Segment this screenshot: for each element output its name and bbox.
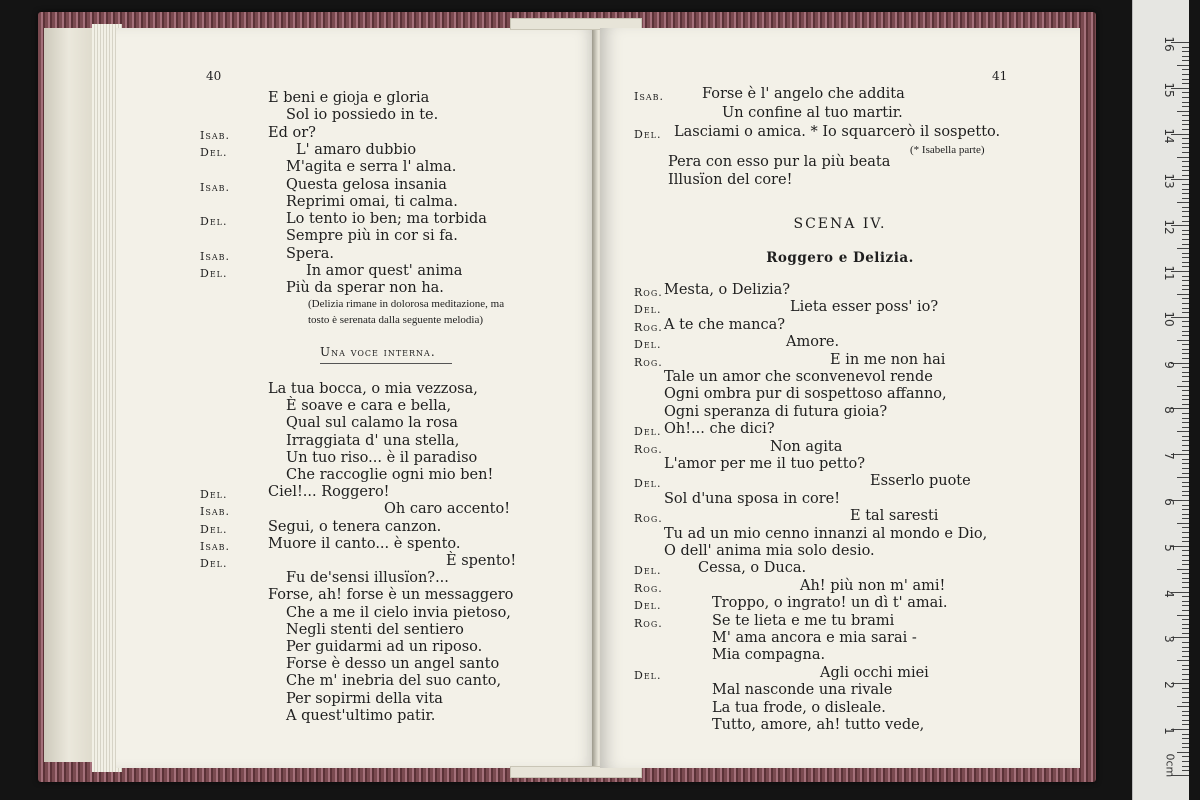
- ruler-tick: [1182, 573, 1189, 574]
- ruler-tick: [1182, 418, 1189, 419]
- ruler-tick: [1182, 505, 1189, 506]
- verse-line: L'amor per me il tuo petto?: [664, 456, 866, 472]
- ruler-number: 6: [1162, 498, 1176, 506]
- ruler-tick: [1182, 166, 1189, 167]
- ruler-tick: [1182, 582, 1189, 583]
- ruler-tick: [1182, 450, 1189, 451]
- verse-line: A te che manca?: [664, 316, 786, 333]
- ruler-tick: [1182, 285, 1189, 286]
- ruler-tick: [1182, 390, 1189, 391]
- ruler-tick: [1182, 321, 1189, 322]
- verse-line: È spento!: [446, 553, 517, 569]
- ruler-tick: [1182, 92, 1189, 93]
- speaker-label: Del.: [200, 145, 228, 159]
- verse-line: Sol io possiedo in te.: [286, 107, 439, 124]
- ruler-tick: [1182, 651, 1189, 652]
- speaker-label: Isab.: [200, 539, 230, 553]
- ruler-tick: [1182, 124, 1189, 125]
- verse-line: Forse, ah! forse è un messaggero: [268, 587, 514, 604]
- ruler-unit: 0cm: [1163, 753, 1177, 778]
- ruler-tick: [1177, 248, 1189, 249]
- ruler-tick: [1182, 711, 1189, 712]
- speaker-label: Del.: [200, 488, 228, 502]
- ruler-tick: [1182, 276, 1189, 277]
- ruler-tick: [1182, 83, 1189, 84]
- ruler-tick: [1182, 184, 1189, 185]
- ruler-tick: [1182, 642, 1189, 643]
- verse-line: Forse è l' angelo che addita: [702, 86, 905, 102]
- ruler-tick: [1182, 230, 1189, 231]
- ruler-tick: [1182, 326, 1189, 327]
- verse-line: Mia compagna.: [712, 647, 826, 664]
- ruler-tick: [1182, 404, 1189, 405]
- verse-line: Troppo, o ingrato! un dì t' amai.: [712, 595, 948, 612]
- ruler-tick: [1182, 120, 1189, 121]
- speaker-label: Rog.: [634, 616, 663, 630]
- ruler-tick: [1182, 518, 1189, 519]
- ruler-tick: [1182, 665, 1189, 666]
- verse-line: Reprimi omai, ti calma.: [286, 193, 458, 210]
- verse-line: Amore.: [786, 334, 840, 351]
- ruler-tick: [1182, 262, 1189, 263]
- ruler-number: 7: [1162, 452, 1176, 460]
- ruler-tick: [1182, 482, 1189, 483]
- ruler-tick: [1182, 692, 1189, 693]
- stage-direction-line: tosto è serenata dalla seguente melodia): [308, 314, 484, 326]
- speaker-label: Isab.: [634, 90, 664, 103]
- ruler-tick: [1182, 560, 1189, 561]
- verse-line: Sempre più in cor si fa.: [286, 228, 458, 245]
- ruler-tick: [1182, 674, 1189, 675]
- ruler-tick: [1182, 257, 1189, 258]
- ruler-number: 12: [1162, 219, 1176, 235]
- ruler-tick: [1182, 514, 1189, 515]
- ruler-tick: [1182, 253, 1189, 254]
- verse-line: Oh!... che dici?: [664, 421, 775, 438]
- ruler-tick: [1182, 743, 1189, 744]
- ruler-tick: [1182, 761, 1189, 762]
- speaker-label: Del.: [200, 522, 228, 536]
- ruler-tick: [1182, 234, 1189, 235]
- verse-line: La tua frode, o disleale.: [712, 699, 886, 716]
- speaker-label: Del.: [634, 128, 662, 141]
- verse-line: Per sopirmi della vita: [286, 690, 443, 707]
- ruler-tick: [1182, 280, 1189, 281]
- page-number-left: 40: [206, 69, 222, 83]
- ruler-tick: [1182, 239, 1189, 240]
- ruler-number: 13: [1162, 173, 1176, 190]
- ruler-tick: [1182, 308, 1189, 309]
- verse-line: Questa gelosa insania: [286, 176, 447, 193]
- ruler-tick: [1182, 697, 1189, 698]
- ruler-tick: [1177, 523, 1189, 524]
- verse-line: A quest'ultimo patir.: [286, 707, 436, 724]
- speaker-label: Del.: [634, 668, 662, 682]
- ruler-tick: [1182, 527, 1189, 528]
- verse-line: Oh caro accento!: [384, 501, 511, 518]
- verse-line: Forse è desso un angel santo: [286, 656, 500, 673]
- ruler-tick: [1182, 605, 1189, 606]
- speaker-label: Rog.: [634, 320, 663, 334]
- ruler-tick: [1177, 202, 1189, 203]
- speaker-label: Del.: [200, 215, 228, 229]
- ruler-tick: [1177, 157, 1189, 158]
- speaker-label: Del.: [200, 557, 228, 570]
- ruler-number: 11: [1162, 265, 1176, 281]
- verse-line: In amor quest' anima: [306, 263, 463, 279]
- verse-line: Muore il canto... è spento.: [268, 535, 461, 552]
- ruler-number: 9: [1162, 360, 1176, 369]
- ruler-tick: [1182, 335, 1189, 336]
- ruler-tick: [1182, 445, 1189, 446]
- verse-line: Fu de'sensi illusïon?...: [286, 570, 449, 587]
- ruler-tick: [1182, 289, 1189, 290]
- verse-line: Più da sperar non ha.: [286, 280, 444, 297]
- ruler-tick: [1182, 601, 1189, 602]
- ruler-tick: [1182, 702, 1189, 703]
- ruler-tick: [1182, 152, 1189, 153]
- ruler-tick: [1182, 143, 1189, 144]
- verse-line: Tu ad un mio cenno innanzi al mondo e Dio,: [664, 525, 988, 542]
- voce-title-underline: [320, 363, 452, 364]
- ruler-tick: [1177, 706, 1189, 707]
- ruler-tick: [1182, 468, 1189, 469]
- verse-line: E in me non hai: [830, 351, 946, 368]
- ruler-tick: [1182, 766, 1189, 767]
- speaker-label: Del.: [634, 425, 662, 439]
- ruler-tick: [1177, 752, 1189, 753]
- ruler-tick: [1182, 129, 1189, 130]
- verse-line: Che m' inebria del suo canto,: [286, 673, 502, 690]
- ruler-tick: [1182, 491, 1189, 492]
- ruler-tick: [1177, 615, 1189, 616]
- ruler-tick: [1182, 720, 1189, 721]
- ruler-tick: [1182, 244, 1189, 245]
- ruler-number: 4: [1162, 589, 1176, 598]
- speaker-label: Rog.: [634, 355, 663, 369]
- ruler-tick: [1182, 578, 1189, 579]
- verse-line: Un confine al tuo martir.: [722, 105, 903, 121]
- verse-line: Tale un amor che sconvenevol rende: [664, 369, 933, 385]
- verse-line: Per guidarmi ad un riposo.: [286, 639, 483, 655]
- verse-line: Ciel!... Roggero!: [268, 484, 390, 501]
- speaker-label: Rog.: [634, 512, 663, 526]
- ruler-tick: [1182, 395, 1189, 396]
- verse-line: E beni e gioja e gloria: [268, 90, 430, 106]
- verse-line: Mal nasconde una rivale: [712, 682, 893, 699]
- ruler-tick: [1182, 221, 1189, 222]
- ruler-tick: [1182, 193, 1189, 194]
- ruler-tick: [1182, 189, 1189, 190]
- ruler-tick: [1182, 656, 1189, 657]
- speaker-label: Del.: [634, 303, 662, 317]
- ruler-tick: [1182, 724, 1189, 725]
- ruler-tick: [1182, 358, 1189, 359]
- verse-line: Cessa, o Duca.: [698, 560, 807, 577]
- verse-line: Che raccoglie ogni mio ben!: [286, 467, 494, 483]
- ruler-tick: [1182, 738, 1189, 739]
- stage-note: (* Isabella parte): [910, 144, 985, 156]
- ruler-number: 16: [1162, 36, 1176, 52]
- speaker-label: Isab.: [200, 128, 230, 142]
- ruler-tick: [1177, 386, 1189, 387]
- verse-line: Se te lieta e me tu brami: [712, 612, 895, 629]
- ruler-tick: [1182, 381, 1189, 382]
- ruler-tick: [1182, 715, 1189, 716]
- ruler-tick: [1182, 147, 1189, 148]
- verse-line: Lo tento io ben; ma torbida: [286, 211, 487, 228]
- ruler-tick: [1182, 532, 1189, 533]
- speaker-label: Isab.: [200, 505, 230, 519]
- ruler-tick: [1182, 74, 1189, 75]
- ruler-tick: [1182, 770, 1189, 771]
- ruler-tick: [1182, 734, 1189, 735]
- speaker-label: Isab.: [200, 180, 230, 194]
- ruler-tick: [1182, 298, 1189, 299]
- ruler-tick: [1182, 331, 1189, 332]
- ruler-tick: [1182, 198, 1189, 199]
- ruler-tick: [1182, 106, 1189, 107]
- ruler-tick: [1182, 747, 1189, 748]
- ruler-tick: [1182, 587, 1189, 588]
- ruler-tick: [1182, 170, 1189, 171]
- ruler-tick: [1182, 564, 1189, 565]
- verse-line: Illusïon del core!: [668, 172, 793, 188]
- speaker-label: Rog.: [634, 286, 663, 299]
- ruler-tick: [1182, 303, 1189, 304]
- ruler-tick: [1182, 60, 1189, 61]
- ruler-tick: [1182, 69, 1189, 70]
- speaker-label: Del.: [634, 477, 662, 491]
- verse-line: Pera con esso pur la più beata: [668, 154, 891, 170]
- ruler-tick: [1182, 550, 1189, 551]
- verse-line: Che a me il cielo invia pietoso,: [286, 604, 511, 621]
- ruler-tick: [1182, 624, 1189, 625]
- ruler-number: 1: [1162, 727, 1176, 735]
- ruler-tick: [1182, 495, 1189, 496]
- speaker-label: Del.: [634, 338, 662, 352]
- ruler-tick: [1182, 459, 1189, 460]
- stage-direction-line: (Delizia rimane in dolorosa meditazione, ma: [308, 298, 505, 310]
- ruler-tick: [1177, 660, 1189, 661]
- ruler-number: 8: [1162, 406, 1176, 415]
- ruler-tick: [1182, 161, 1189, 162]
- ruler-tick: [1182, 79, 1189, 80]
- verse-line: M'agita e serra l' alma.: [286, 159, 457, 176]
- speaker-label: Del.: [634, 599, 662, 613]
- ruler-tick: [1182, 344, 1189, 345]
- verse-line: Negli stenti del sentiero: [286, 621, 464, 638]
- verse-line: Spera.: [286, 245, 334, 262]
- verse-line: O dell' anima mia solo desio.: [664, 543, 875, 559]
- verse-line: Un tuo riso... è il paradiso: [286, 449, 478, 466]
- verse-line: Sol d'una sposa in core!: [664, 490, 841, 507]
- verse-line: Ed or?: [268, 124, 316, 141]
- ruler-tick: [1182, 509, 1189, 510]
- ruler-tick: [1177, 569, 1189, 570]
- ruler-tick: [1182, 486, 1189, 487]
- verse-line: M' ama ancora e mia sarai -: [712, 630, 917, 646]
- ruler-tick: [1182, 463, 1189, 464]
- ruler-tick: [1182, 349, 1189, 350]
- ruler-tick: [1182, 367, 1189, 368]
- verse-line: Ah! più non m' ami!: [800, 577, 946, 594]
- ruler-tick: [1182, 266, 1189, 267]
- verse-line: Qual sul calamo la rosa: [286, 415, 458, 432]
- ruler-number: 15: [1162, 82, 1176, 98]
- ruler-tick: [1182, 440, 1189, 441]
- ruler-tick: [1182, 376, 1189, 377]
- voce-interna-title: Una voce interna.: [320, 345, 436, 359]
- verse-line: Segui, o tenera canzon.: [268, 518, 442, 535]
- scene-title: SCENA IV.: [793, 216, 887, 232]
- verse-line: Mesta, o Delizia?: [664, 282, 791, 298]
- ruler-tick: [1182, 619, 1189, 620]
- speaker-label: Rog.: [634, 581, 663, 595]
- ruler-tick: [1182, 97, 1189, 98]
- verse-line: E tal saresti: [850, 508, 939, 525]
- verse-line: Lasciami o amica. * Io squarcerò il sospetto.: [674, 124, 1001, 140]
- ruler-tick: [1182, 596, 1189, 597]
- ruler-tick: [1182, 422, 1189, 423]
- ruler-tick: [1182, 175, 1189, 176]
- ruler-number: 3: [1162, 635, 1176, 644]
- page-number-right: 41: [992, 69, 1008, 83]
- ruler-tick: [1182, 102, 1189, 103]
- ruler-tick: [1182, 647, 1189, 648]
- ruler-tick: [1182, 312, 1189, 313]
- ruler-tick: [1177, 477, 1189, 478]
- verse-line: Agli occhi miei: [820, 664, 929, 681]
- characters-title: Roggero e Delizia.: [766, 250, 914, 266]
- ruler-tick: [1182, 473, 1189, 474]
- ruler-tick: [1182, 628, 1189, 629]
- verse-line: Lieta esser poss' io?: [790, 299, 939, 316]
- ruler-tick: [1182, 688, 1189, 689]
- ruler-number: 5: [1162, 543, 1176, 552]
- ruler-tick: [1182, 207, 1189, 208]
- ruler-tick: [1182, 679, 1189, 680]
- ruler-tick: [1182, 610, 1189, 611]
- ruler-tick: [1182, 211, 1189, 212]
- ruler-tick: [1182, 115, 1189, 116]
- ruler-tick: [1182, 413, 1189, 414]
- ruler-tick: [1182, 669, 1189, 670]
- verse-line: Tutto, amore, ah! tutto vede,: [712, 717, 925, 733]
- ruler-tick: [1182, 436, 1189, 437]
- verse-line: La tua bocca, o mia vezzosa,: [268, 381, 478, 397]
- right-page: [600, 28, 1080, 768]
- speaker-label: Rog.: [634, 442, 663, 456]
- verse-line: È soave e cara e bella,: [286, 398, 452, 415]
- ruler-tick: [1182, 372, 1189, 373]
- ruler-tick: [1182, 353, 1189, 354]
- verse-line: Esserlo puote: [870, 473, 971, 490]
- verse-line: Ogni speranza di futura gioia?: [664, 403, 888, 420]
- ruler-tick: [1182, 541, 1189, 542]
- ruler-tick: [1177, 340, 1189, 341]
- ruler-tick: [1182, 427, 1189, 428]
- speaker-label: Del.: [634, 564, 662, 578]
- verse-line: Ogni ombra pur di sospettoso affanno,: [664, 386, 947, 403]
- ruler-tick: [1177, 111, 1189, 112]
- ruler-tick: [1182, 138, 1189, 139]
- ruler-number: 10: [1162, 311, 1176, 327]
- ruler-number: 2: [1162, 681, 1176, 689]
- ruler-tick: [1177, 65, 1189, 66]
- ruler-tick: [1177, 431, 1189, 432]
- verse-line: Non agita: [770, 438, 843, 455]
- ruler-tick: [1182, 756, 1189, 757]
- ruler-tick: [1182, 47, 1189, 48]
- ruler-tick: [1182, 399, 1189, 400]
- speaker-label: Isab.: [200, 249, 230, 263]
- ruler-tick: [1182, 216, 1189, 217]
- ruler-tick: [1177, 294, 1189, 295]
- left-page: [116, 28, 598, 768]
- ruler-number: 14: [1162, 127, 1176, 144]
- speaker-label: Del.: [200, 267, 228, 280]
- ruler-tick: [1182, 555, 1189, 556]
- ruler-tick: [1182, 633, 1189, 634]
- ruler-tick: [1182, 51, 1189, 52]
- verse-line: L' amaro dubbio: [296, 141, 417, 158]
- ruler-tick: [1182, 56, 1189, 57]
- verse-line: Irraggiata d' una stella,: [286, 432, 460, 449]
- ruler-tick: [1182, 537, 1189, 538]
- measuring-ruler: [1132, 0, 1189, 800]
